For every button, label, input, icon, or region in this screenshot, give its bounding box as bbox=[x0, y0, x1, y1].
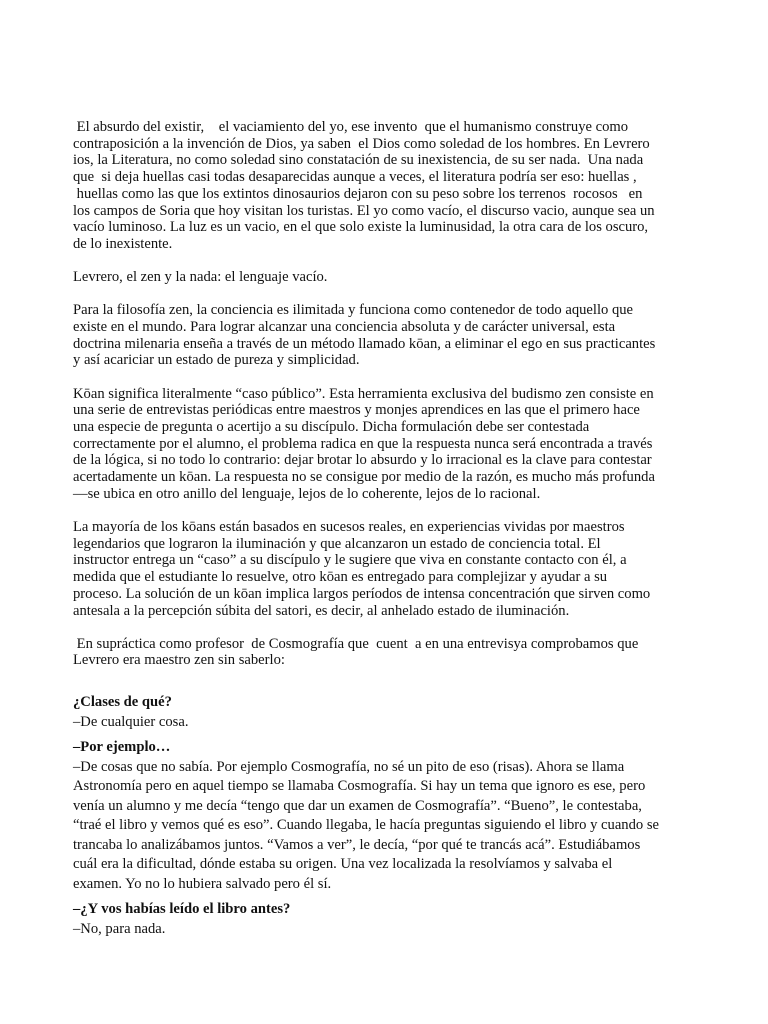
essay-body bbox=[73, 119, 695, 669]
interview-answer: cuál era la dificultad, dónde estaba su origen. Una vez localizada la resolvíamos y salvaba el bbox=[73, 856, 613, 873]
text-line: de la lógica, si no todo lo contrario: dejar brotar lo absurdo y lo irracional es la clave para contestar bbox=[73, 452, 652, 469]
interview-answer: “traé el libro y vemos qué es eso”. Cuando llegaba, le hacía preguntas siguiendo el libro y cuando se bbox=[73, 817, 659, 834]
text-line: existe en el mundo. Para lograr alcanzar una conciencia absoluta y de carácter universal, esta bbox=[73, 319, 616, 336]
interview-answer: –De cualquier cosa. bbox=[73, 713, 189, 730]
interview-dialogue bbox=[73, 693, 695, 939]
text-line: —se ubica en otro anillo del lenguaje, lejos de lo coherente, lejos de lo racional. bbox=[73, 485, 541, 502]
paragraph-zen bbox=[73, 302, 695, 369]
text-line: El absurdo del existir, el vaciamiento del yo, ese invento que el humanismo construye como bbox=[73, 119, 629, 135]
text-line: huellas como las que los extintos dinosaurios dejaron con su peso sobre los terrenos rocosos en bbox=[73, 185, 643, 202]
paragraph-intro bbox=[73, 119, 695, 253]
text-line: los campos de Soria que hoy visitan los turistas. El yo como vacío, el discurso vacio, aunque sea un bbox=[73, 202, 655, 219]
dialogue-exchange bbox=[73, 738, 695, 894]
interview-question: –¿Y vos habías leído el libro antes? bbox=[73, 901, 291, 918]
text-line: doctrina milenaria enseña a través de un método llamado kōan, a eliminar el ego en sus practicantes bbox=[73, 335, 656, 352]
paragraph-koan bbox=[73, 386, 695, 503]
interview-answer: venía un alumno y me decía “tengo que dar un examen de Cosmografía”. “Bueno”, le contestaba, bbox=[73, 797, 642, 814]
interview-question: –Por ejemplo… bbox=[73, 739, 171, 756]
interview-answer: Astronomía pero en aquel tiempo se llamaba Cosmografía. Si hay un tema que ignoro es ese, pero bbox=[73, 778, 646, 795]
text-line: La mayoría de los kōans están basados en sucesos reales, en experiencias vividas por maestros bbox=[73, 519, 625, 536]
text-line: una serie de entrevistas periódicas entre maestros y monjes aprendices en las que el primero hace bbox=[73, 402, 640, 419]
document-page bbox=[73, 119, 695, 939]
text-line: que si deja huellas casi todas desaparecidas aunque a veces, el literatura podría ser eso: huellas , bbox=[73, 169, 637, 186]
dialogue-exchange bbox=[73, 900, 695, 939]
text-line: En supráctica como profesor de Cosmografía que cuent a en una entrevisya comprobamos que bbox=[73, 635, 639, 652]
interview-answer: trancaba lo analizábamos juntos. “Vamos a ver”, le decía, “por qué te trancás acá”. Estudiábamos bbox=[73, 836, 641, 853]
text-line: correctamente por el alumno, el problema radica en que la respuesta nunca será encontrada a través bbox=[73, 435, 653, 452]
text-line: Levrero, el zen y la nada: el lenguaje vacío. bbox=[73, 269, 328, 286]
text-line: contraposición a la invención de Dios, ya saben el Dios como soledad de los hombres. En Levrero bbox=[73, 135, 650, 152]
text-line: vacío luminoso. La luz es un vacio, en el que solo existe la luminusidad, la otra cara de los oscuro, bbox=[73, 219, 649, 236]
text-line: proceso. La solución de un kōan implica largos períodos de intensa concentración que sirven como bbox=[73, 585, 651, 602]
interview-answer: –No, para nada. bbox=[73, 920, 166, 937]
interview-answer: examen. Yo no lo hubiera salvado pero él sí. bbox=[73, 875, 332, 892]
text-line: ios, la Literatura, no como soledad sino constatación de su inexistencia, de su ser nada. Una nada bbox=[73, 152, 644, 169]
text-line: medida que el estudiante lo resuelve, otro kōan es entregado para complejizar y ayudar a su bbox=[73, 569, 608, 586]
text-line: instructor entrega un “caso” a su discípulo y le sugiere que viva en constante contacto con él, a bbox=[73, 552, 627, 569]
text-line: una especie de pregunta o acertijo a su discípulo. Dicha formulación debe ser contestada bbox=[73, 419, 590, 436]
text-line: Levrero era maestro zen sin saberlo: bbox=[73, 652, 285, 669]
interview-question: ¿Clases de qué? bbox=[73, 694, 172, 711]
dialogue-exchange bbox=[73, 693, 695, 732]
text-line: antesala a la percepción súbita del satori, es decir, al anhelado estado de iluminación. bbox=[73, 602, 570, 619]
interview-answer: –De cosas que no sabía. Por ejemplo Cosmografía, no sé un pito de eso (risas). Ahora se llama bbox=[73, 758, 625, 775]
text-line: acertadamente un kōan. La respuesta no se consigue por medio de la razón, es mucho más profunda bbox=[73, 469, 655, 486]
text-line: y así acariciar un estado de pureza y simplicidad. bbox=[73, 352, 360, 369]
text-line: Kōan significa literalmente “caso público”. Esta herramienta exclusiva del budismo zen consiste en bbox=[73, 385, 654, 402]
paragraph-levrero-teacher bbox=[73, 636, 695, 669]
paragraph-koans-history bbox=[73, 519, 695, 619]
text-line: Para la filosofía zen, la conciencia es ilimitada y funciona como contenedor de todo aquello que bbox=[73, 302, 634, 319]
text-line: de lo inexistente. bbox=[73, 235, 173, 252]
section-heading bbox=[73, 269, 695, 286]
text-line: legendarios que lograron la iluminación y que alcanzaron un estado de conciencia total. El bbox=[73, 535, 601, 552]
